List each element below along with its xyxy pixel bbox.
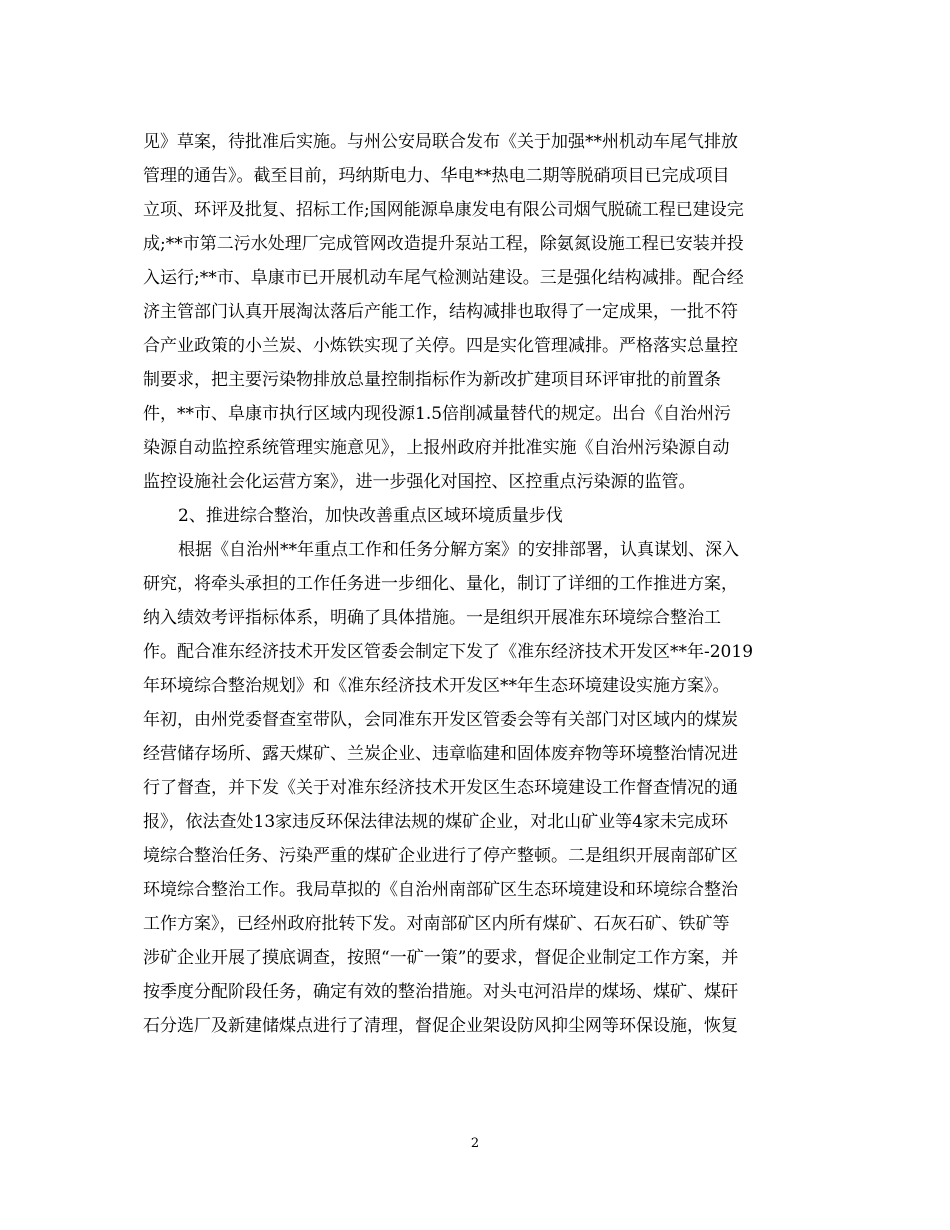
text-line: 纳入绩效考评指标体系，明确了具体措施。一是组织开展准东环境综合整治工 (143, 608, 721, 628)
text-line: 根据《自治州**年重点工作和任务分解方案》的安排部署，认真谋划、深入 (178, 540, 739, 560)
text-line: 立项、环评及批复、招标工作;国网能源阜康发电有限公司烟气脱硫工程已建设完 (143, 200, 744, 220)
text-line: 制要求，把主要污染物排放总量控制指标作为新改扩建项目环评审批的前置条 (143, 370, 721, 390)
text-line: 入运行;**市、阜康市已开展机动车尾气检测站建设。三是强化结构减排。配合经 (143, 268, 744, 288)
text-line: 件，**市、阜康市执行区域内现役源1.5倍削减量替代的规定。出台《自治州污 (143, 404, 732, 424)
text-line: 监控设施社会化运营方案》，进一步强化对国控、区控重点污染源的监管。 (143, 472, 696, 492)
text-line: 工作方案》，已经州政府批转下发。对南部矿区内所有煤矿、石灰石矿、铁矿等 (143, 914, 730, 934)
text-line: 行了督查，并下发《关于对准东经济技术开发区生态环境建设工作督查情况的通 (143, 778, 738, 798)
text-line: 报》，依法查处13家违反环保法律法规的煤矿企业，对北山矿业等4家未完成环 (143, 812, 728, 832)
text-line: 石分选厂及新建储煤点进行了清理，督促企业架设防风抑尘网等环保设施，恢复 (143, 1016, 738, 1036)
text-line: 成;**市第二污水处理厂完成管网改造提升泵站工程，除氨氮设施工程已安装并投 (143, 234, 744, 254)
text-line: 按季度分配阶段任务，确定有效的整治措施。对头屯河沿岸的煤场、煤矿、煤矸 (143, 982, 738, 1002)
text-line: 年环境综合整治规划》和《准东经济技术开发区**年生态环境建设实施方案》。 (143, 676, 730, 696)
text-line: 环境综合整治工作。我局草拟的《自治州南部矿区生态环境建设和环境综合整治 (143, 880, 738, 900)
text-line: 染源自动监控系统管理实施意见》，上报州政府并批准实施《自治州污染源自动 (143, 438, 730, 458)
text-line: 管理的通告》。截至目前，玛纳斯电力、华电**热电二期等脱硝项目已完成项目 (143, 166, 730, 186)
text-line: 境综合整治任务、污染严重的煤矿企业进行了停产整顿。二是组织开展南部矿区 (143, 846, 738, 866)
text-line: 研究，将牵头承担的工作任务进一步细化、量化，制订了详细的工作推进方案， (143, 574, 738, 594)
page-number: 2 (470, 1136, 480, 1151)
text-line: 经营储存场所、露天煤矿、兰炭企业、违章临建和固体废弃物等环境整治情况进 (143, 744, 738, 764)
text-line: 涉矿企业开展了摸底调查，按照“一矿一策”的要求，督促企业制定工作方案，并 (143, 948, 739, 968)
text-line: 作。配合准东经济技术开发区管委会制定下发了《准东经济技术开发区**年-2019 (143, 642, 754, 662)
text-line: 年初，由州党委督查室带队，会同准东开发区管委会等有关部门对区域内的煤炭 (143, 710, 738, 730)
text-line: 见》草案，待批准后实施。与州公安局联合发布《关于加强**州机动车尾气排放 (143, 132, 738, 152)
text-line: 济主管部门认真开展淘汰落后产能工作，结构减排也取得了一定成果，一批不符 (143, 302, 738, 322)
text-line: 合产业政策的小兰炭、小炼铁实现了关停。四是实化管理减排。严格落实总量控 (143, 336, 738, 356)
section-heading: 2、推进综合整治，加快改善重点区域环境质量步伐 (178, 506, 563, 526)
